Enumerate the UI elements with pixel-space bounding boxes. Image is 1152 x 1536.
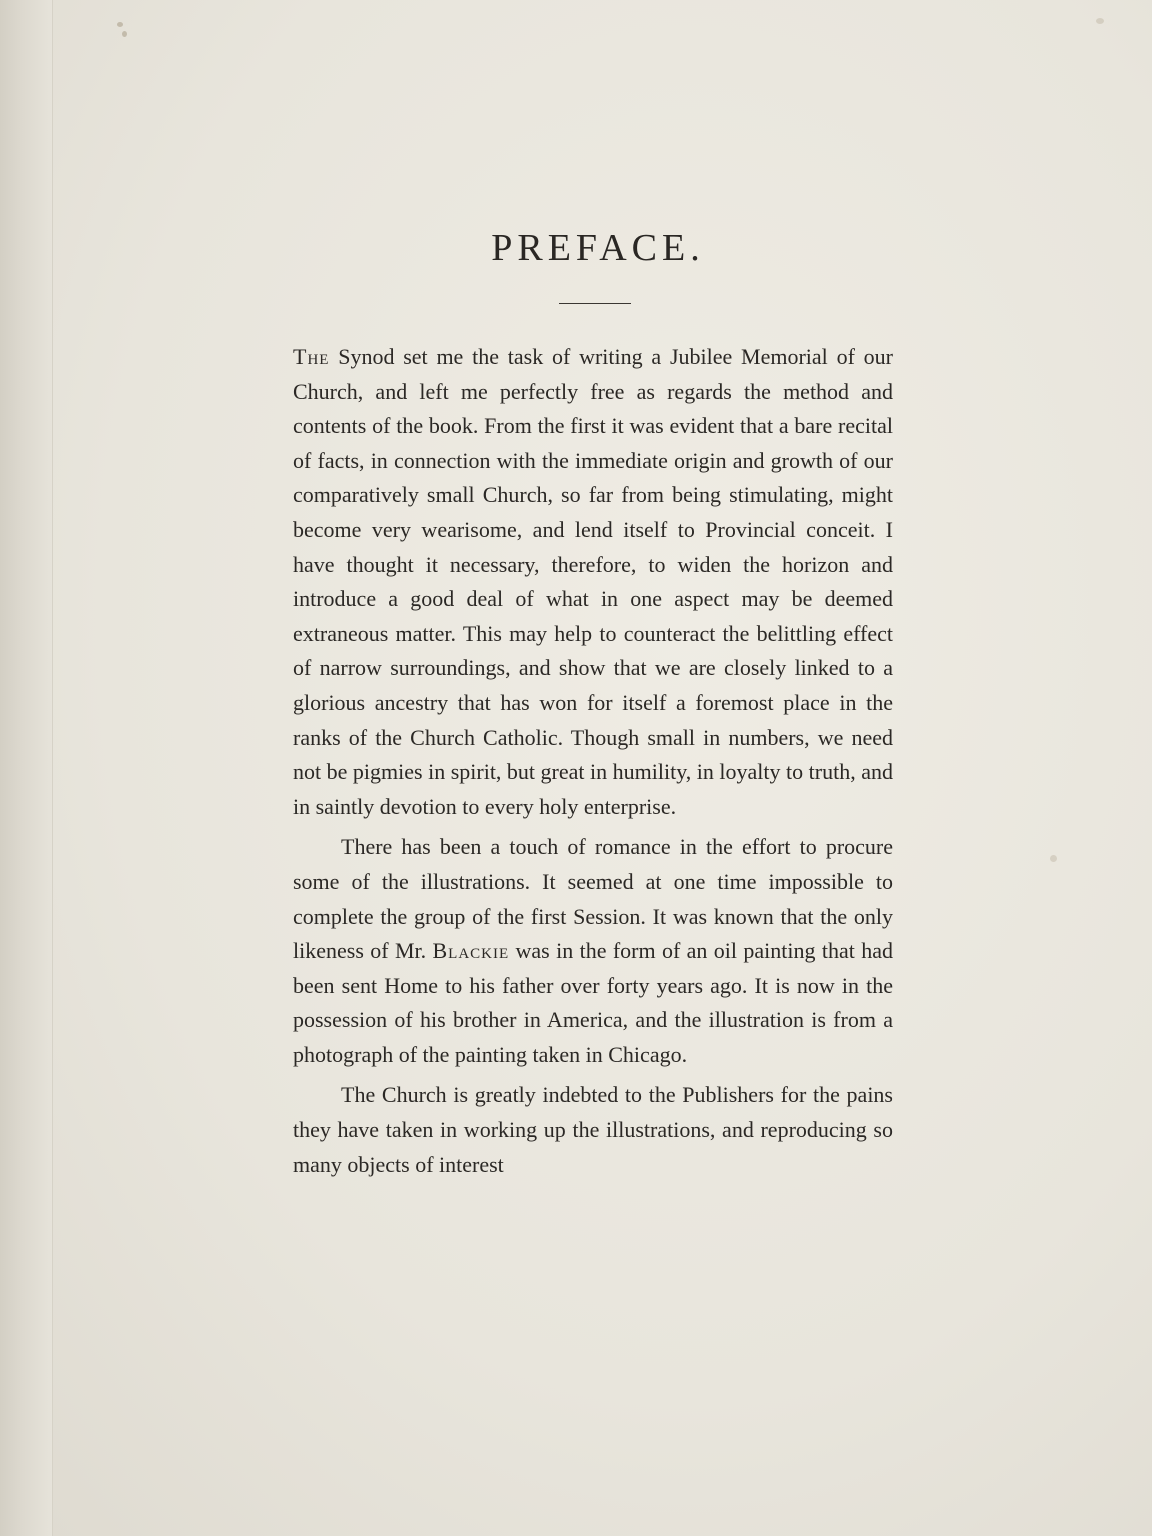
paragraph-1: [293, 340, 893, 824]
preface-body: [293, 340, 893, 1188]
paper-speck: [1050, 855, 1057, 862]
lead-word: The: [293, 344, 330, 369]
paper-speck: [122, 31, 127, 37]
paragraph-2: [293, 830, 893, 1072]
paper-speck: [117, 22, 123, 27]
paragraph-text: Synod set me the task of writing a Jubilee Memorial of our Church, and left me perfectly free as regards the method and contents of the book. From the first it was evident that a bare recital of facts, in connection with the immediate origin and growth of our comparatively small Church, so far from being stimulating, might become very wearisome, and lend itself to Provincial conceit. I have thought it necessary, therefore, to widen the horizon and introduce a good deal of what in one aspect may be deemed extraneous matter. This may help to counteract the belittling effect of narrow surroundings, and show that we are closely linked to a glorious ancestry that has won for itself a foremost place in the ranks of the Church Catholic. Though small in numbers, we need not be pigmies in spirit, but great in humility, in loyalty to truth, and in saintly devotion to every holy enterprise.: [293, 344, 893, 819]
page-title: PREFACE.: [491, 227, 705, 269]
paragraph-text: There has been a touch of romance in the effort to procure some of the illustrations. It seemed at one time impossible to complete the group of the first Session. It was known that the only likeness of Mr.: [293, 834, 893, 964]
title-rule: [559, 303, 631, 304]
person-name: Blackie: [432, 938, 510, 964]
paragraph-text: The Church is greatly indebted to the Publishers for the pains they have taken in working up the illustrations, and reproducing so many objects of interest: [293, 1082, 893, 1177]
paragraph-3: [293, 1078, 893, 1182]
paragraph-text: was in the form of an oil painting that had been sent Home to his father over forty years ago. It is now in the possession of his brother in America, and the illustration is from a photograph of the painting taken in Chicago.: [293, 938, 893, 1067]
paper-speck: [1096, 18, 1104, 24]
